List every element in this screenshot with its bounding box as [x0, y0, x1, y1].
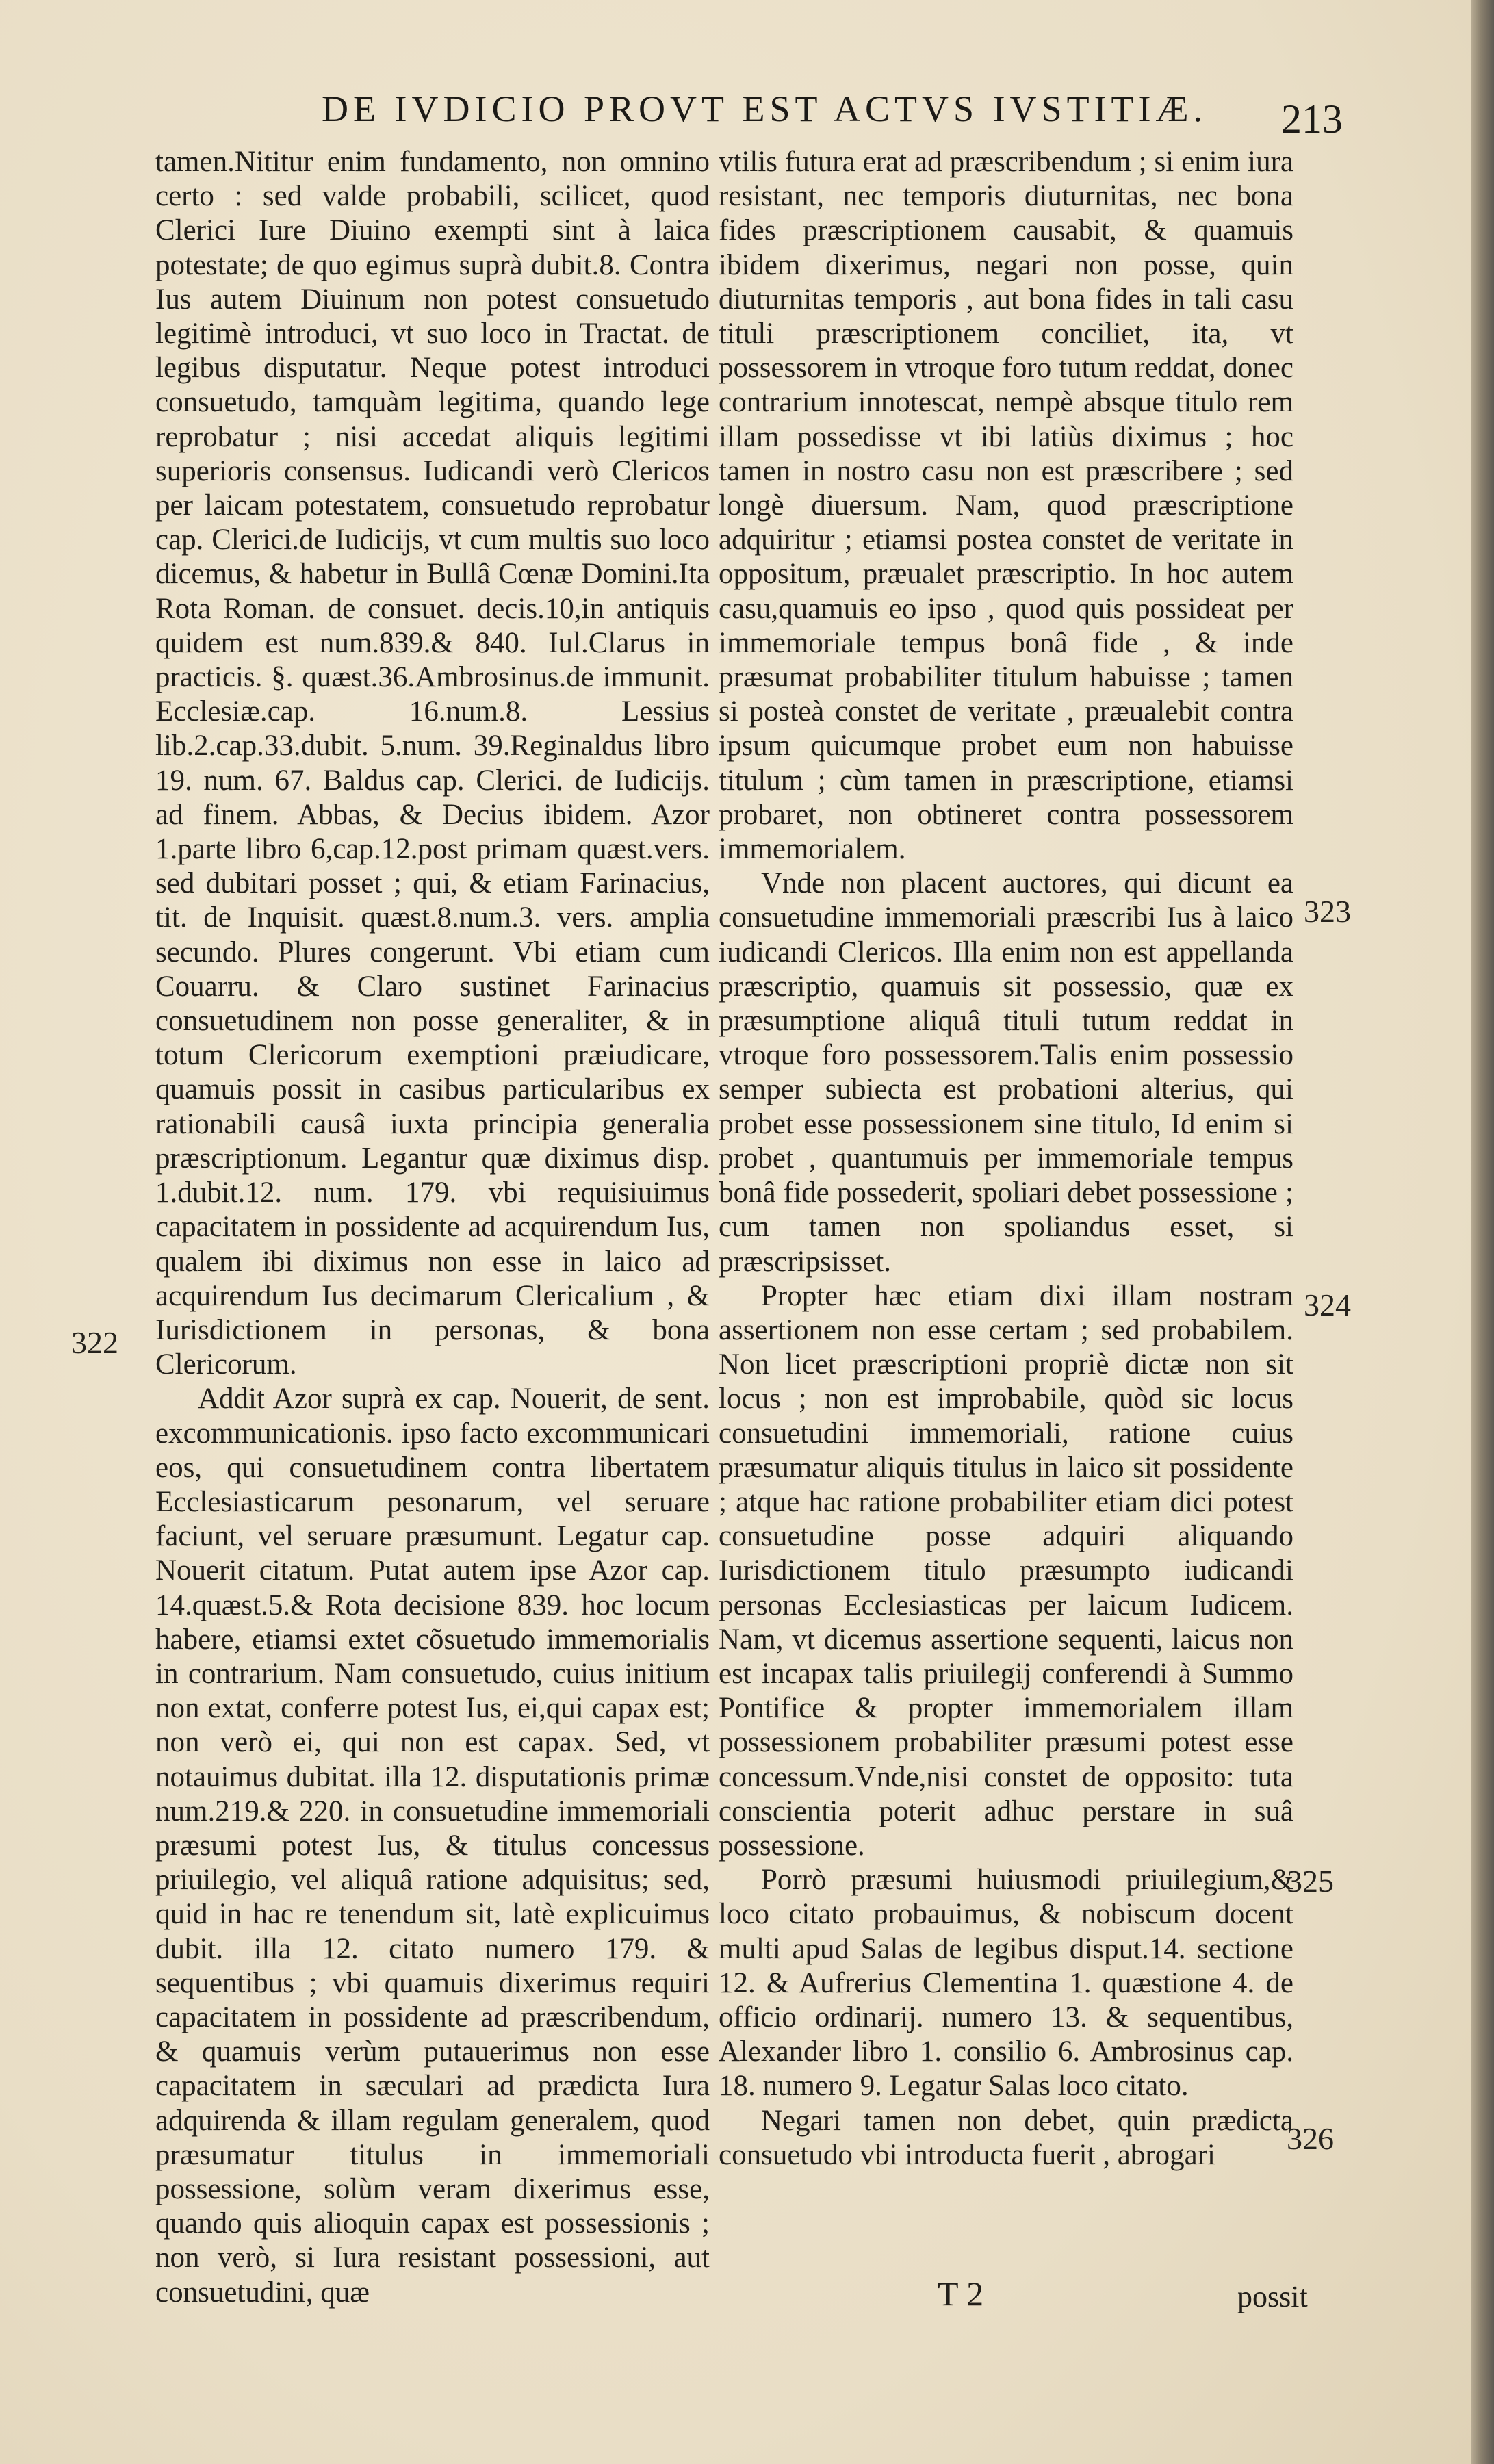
paragraph: Addit Azor suprà ex cap. Nouerit, de sent. excommunicationis. ipso facto excommunicari eos, qui consuetudinem contra libertatem Ecclesiasticarum pesonarum, vel seruare faciunt, vel seruare præsumunt. Legatur cap. Nouerit citatum. Putat autem ipse Azor cap. 14.quæst.5.& Rota decisione 839. hoc locum habere, etiamsi extet cõsuetudo immemorialis in contrarium. Nam consuetudo, cuius initium non extat, conferre potest Ius, ei,qui capax est; non verò ei, qui non est capax. Sed, vt notauimus dubitat. illa 12. disputationis primæ num.219.& 220. in consuetudine immemoriali præsumi potest Ius, & titulus concessus priuilegio, vel aliquâ ratione adquisitus; sed, quid in hac re tenendum sit, latè explicuimus dubit. illa 12. citato numero 179. & sequentibus ; vbi quamuis dixerimus requiri capacitatem in possidente ad præscribendum, & quamuis verùm putauerimus non esse capacitatem in sæculari ad prædicta Iura adquirenda & illam regulam generalem, quod præsumatur titulus in immemoriali possessione, solùm veram dixerimus esse, quando quis alioquin capax est possessionis ; non verò, si Iura resistant possessioni, aut consuetudini, quæ [155, 1383, 710, 2309]
page-edge [1471, 0, 1494, 2464]
paragraph: vtilis futura erat ad præscribendum ; si enim iura resistant, nec temporis diuturnitas, nec bona fides præscriptionem causabit, & quamuis ibidem dixerimus, negari non posse, quin diuturnitas temporis , aut bona fides in tali casu tituli præscriptionem conciliet, ita, vt possessorem in vtroque foro tutum reddat, donec contrarium innotescat, nempè absque titulo rem illam possedisse vt ibi latiùs diximus ; hoc tamen in nostro casu non est præscribere ; sed longè diuersum. Nam, quod præscriptione adquiritur ; etiamsi postea constet de veritate in oppositum, præualet præscriptio. In hoc autem casu,quamuis eo ipso , quod quis possideat per immemoriale tempus bonâ fide , & inde præsumat probabiliter titulum habuisse ; tamen si posteà constet de veritate , præualebit contra ipsum quicumque probet eum non habuisse titulum ; cùm tamen in præscriptione, etiamsi probaret, non obtineret contra possessorem immemorialem. [719, 146, 1293, 866]
margin-number: 322 [71, 1325, 118, 1360]
paragraph: Negari tamen non debet, quin prædicta consuetudo vbi introducta fuerit , abrogari [719, 2104, 1293, 2171]
paragraph: Vnde non placent auctores, qui dicunt ea consuetudine immemoriali præscribi Ius à laico iudicandi Clericos. Illa enim non est appellanda præscriptio, quamuis sit possessio, quæ ex præsumptione aliquâ tituli tutum reddat in vtroque foro possessorem.Talis enim possessio semper subiecta est probationi alterius, qui probet esse possessionem sine titulo, Id enim si probet , quantumuis per immemoriale tempus bonâ fide possederit, spoliari debet possessione ; cum tamen non spoliandus esset, si præscripsisset. [719, 867, 1293, 1278]
paragraph: tamen.Nititur enim fundamento, non omnino certo : sed valde probabili, scilicet, quod Clerici Iure Diuino exempti sint à laica potestate; de quo egimus suprà dubit.8. Contra Ius autem Diuinum non potest consuetudo legitimè introduci, vt suo loco in Tractat. de legibus disputatur. Neque potest introduci consuetudo, tamquàm legitima, quando lege reprobatur ; nisi accedat aliquis legitimi superioris consensus. Iudicandi verò Clericos per laicam potestatem, consuetudo reprobatur cap. Clerici.de Iudicijs, vt cum multis suo loco dicemus, & habetur in Bullâ Cœnæ Domini.Ita Rota Roman. de consuet. decis.10,in antiquis quidem est num.839.& 840. Iul.Clarus in practicis. §. quæst.36.Ambrosinus.de immunit. Ecclesiæ.cap. 16.num.8. Lessius lib.2.cap.33.dubit. 5.num. 39.Reginaldus libro 19. num. 67. Baldus cap. Clerici. de Iudicijs. ad finem. Abbas, & Decius ibidem. Azor 1.parte libro 6,cap.12.post primam quæst.vers. sed dubitari posset ; qui, & etiam Farinacius, tit. de Inquisit. quæst.8.num.3. vers. amplia secundo. Plures congerunt. Vbi etiam cum Couarru. & Claro sustinet Farinacius consuetudinem non posse generaliter, & in totum Clericorum exemptioni præiudicare, quamuis possit in casibus particularibus ex rationabili causâ iuxta principia generalia præscriptionum. Legantur quæ diximus disp. 1.dubit.12. num. 179. vbi requisiuimus capacitatem in possidente ad acquirendum Ius, qualem ibi diximus non esse in laico ad acquirendum Ius decimarum Clericalium , & Iurisdictionem in personas, & bona Clericorum. [155, 146, 710, 1381]
margin-number: 323 [1304, 894, 1351, 929]
paragraph: Porrò præsumi huiusmodi priuilegium,& loco citato probauimus, & nobiscum docent multi apud Salas de legibus disput.14. sectione 12. & Aufrerius Clementina 1. quæstione 4. de officio ordinarij. numero 13. & sequentibus, Alexander libro 1. consilio 6. Ambrosinus cap. 18. numero 9. Legatur Salas loco citato. [719, 1864, 1293, 2103]
margin-number: 326 [1287, 2121, 1334, 2156]
margin-number: 325 [1287, 1864, 1334, 1899]
catchword: possit [1237, 2280, 1308, 2313]
signature-mark: T 2 [938, 2274, 984, 2313]
right-column [719, 145, 1293, 2172]
margin-number: 324 [1304, 1287, 1351, 1322]
page-number: 213 [1281, 97, 1343, 142]
left-column [155, 145, 710, 2310]
paragraph: Propter hæc etiam dixi illam nostram assertionem non esse certam ; sed probabilem. Non licet præscriptioni propriè dictæ non sit locus ; non est improbabile, quòd sic locus consuetudini immemoriali, ratione cuius præsumatur aliquis titulus in laico sit possidente ; atque hac ratione probabiliter etiam dici potest consuetudine posse adquiri aliquando Iurisdictionem titulo præsumpto iudicandi personas Ecclesiasticas per laicum Iudicem. Nam, vt dicemus assertione sequenti, laicus non est incapax talis priuilegij conferendi à Summo Pontifice & propter immemorialem illam possessionem probabiliter præsumi potest esse concessum.Vnde,nisi constet de opposito: tuta conscientia poterit adhuc perstare in suâ possessione. [719, 1279, 1293, 1862]
running-head: DE IVDICIO PROVT EST ACTVS IVSTITIÆ. [322, 88, 1208, 129]
